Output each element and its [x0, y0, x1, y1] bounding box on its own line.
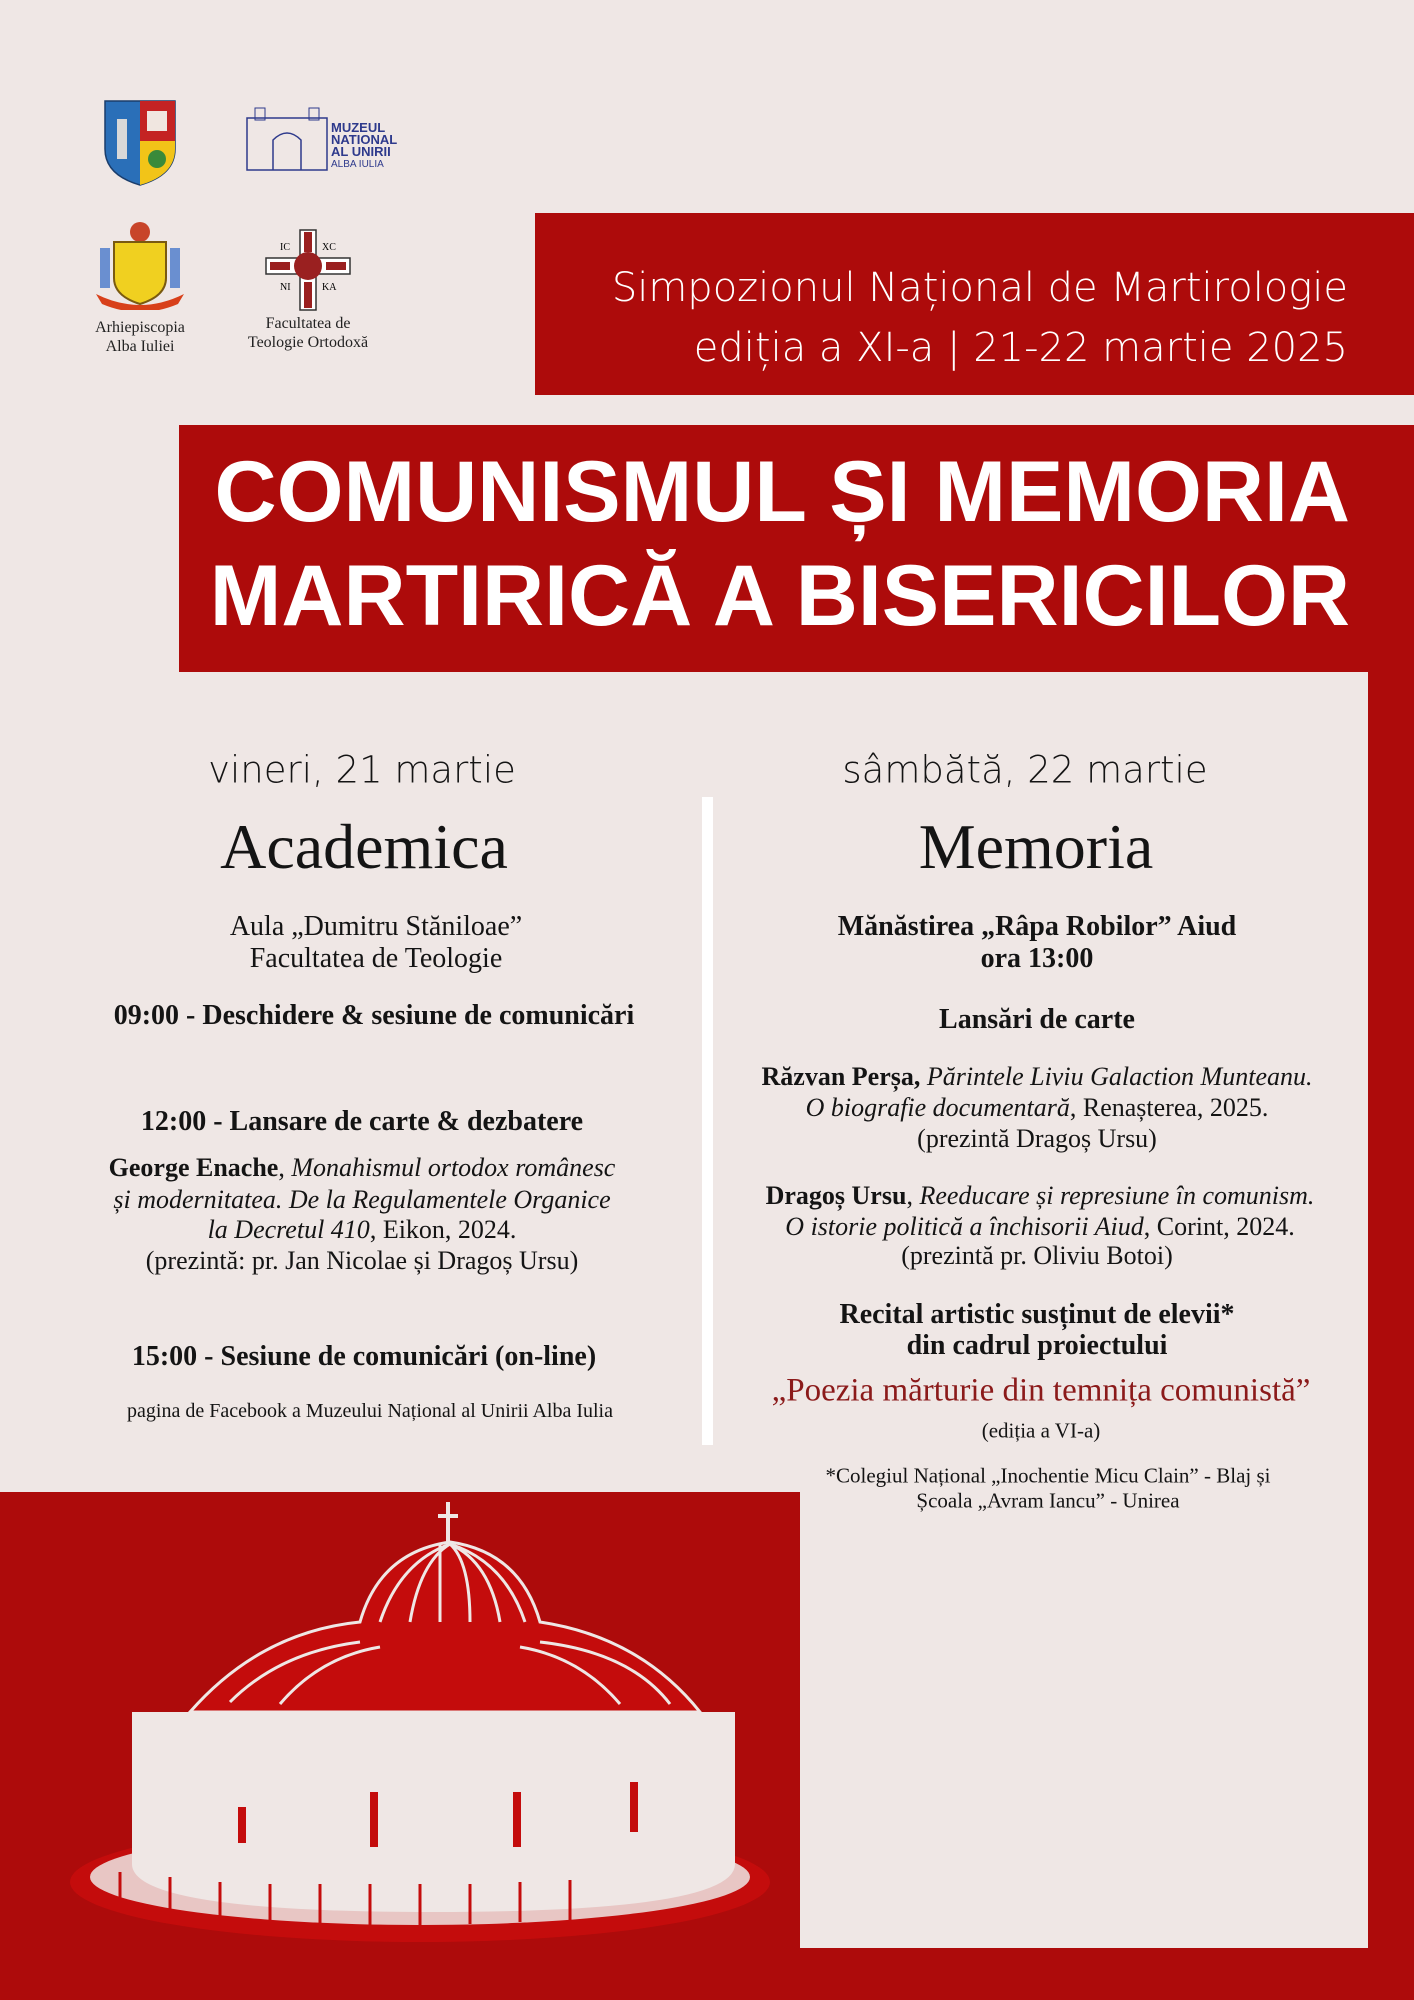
book-title: O istorie politică a închisorii Aiud — [785, 1212, 1144, 1241]
day1-item-1500: 15:00 - Sesiune de comunicări (on-line) — [131, 1341, 597, 1372]
faculty-cross-logo — [264, 228, 352, 312]
book-title: Reeducare și represiune în comunism. — [919, 1181, 1315, 1210]
svg-text:IC: IC — [280, 242, 290, 253]
symposium-name: Simpozionul Național de Martirologie — [611, 265, 1348, 311]
day2-book1-presenters: (prezintă Dragoș Ursu) — [917, 1124, 1157, 1153]
column-divider — [702, 797, 713, 1445]
svg-text:NATIONAL: NATIONAL — [331, 132, 398, 147]
sep: , — [278, 1153, 292, 1182]
day2-venue: Mănăstirea „Râpa Robilor” Aiud — [837, 911, 1237, 942]
main-title — [210, 440, 1350, 648]
day2-book2-line — [785, 1214, 1294, 1240]
day2-recital-context: din cadrul proiectului — [906, 1330, 1168, 1361]
svg-text:AL UNIRII: AL UNIRII — [331, 144, 391, 159]
book-author: George Enache — [108, 1153, 279, 1182]
day1-item-1200: 12:00 - Lansare de carte & dezbatere — [140, 1106, 584, 1137]
svg-text:NI: NI — [280, 282, 291, 293]
book-title: Monahismul ortodox românesc — [291, 1153, 616, 1182]
day1-venue-faculty: Facultatea de Teologie — [249, 943, 503, 974]
book-publisher: , Corint, 2024. — [1143, 1212, 1295, 1241]
svg-text:ALBA IULIA: ALBA IULIA — [331, 159, 384, 170]
day1-venue: Aula „Dumitru Stăniloae” — [229, 911, 523, 942]
svg-text:MUZEUL: MUZEUL — [331, 120, 386, 135]
day1-book-presenters: (prezintă: pr. Jan Nicolae și Dragoș Ursu) — [145, 1246, 579, 1275]
day2-book1-line — [806, 1095, 1269, 1121]
main-title-line: MARTIRICĂ A BISERICILOR — [209, 548, 1350, 644]
day2-name: Memoria — [918, 811, 1154, 882]
svg-text:XC: XC — [322, 242, 336, 253]
caption-line: Teologie Ortodoxă — [247, 334, 369, 352]
day1-book-line — [208, 1217, 517, 1243]
day1-book-line — [109, 1155, 616, 1181]
day1-item-0900: 09:00 - Deschidere & sesiune de comunicări — [113, 1000, 635, 1031]
book-publisher: , Renașterea, 2025. — [1069, 1093, 1269, 1122]
symposium-title — [612, 258, 1348, 378]
book-publisher: , Eikon, 2024. — [369, 1215, 517, 1244]
alba-county-coat-of-arms — [103, 99, 177, 187]
right-frame-strip — [1368, 672, 1414, 2000]
caption-line: Alba Iuliei — [105, 338, 175, 356]
svg-text:KA: KA — [322, 282, 337, 293]
book-author: Răzvan Perșa, — [761, 1062, 921, 1091]
bottom-frame-strip — [800, 1948, 1414, 2000]
day1-date: vineri, 21 martie — [208, 748, 516, 792]
book-title: O biografie documentară — [805, 1093, 1070, 1122]
day2-project-title: „Poezia mărturie din temnița comunistă” — [771, 1372, 1311, 1409]
day2-project-edition: (ediția a VI-a) — [981, 1418, 1101, 1443]
day1-item-1500-note: pagina de Facebook a Muzeului Național al Unirii Alba Iulia — [127, 1400, 613, 1422]
day2-launches-heading: Lansări de carte — [939, 1004, 1135, 1035]
day2-recital: Recital artistic susținut de elevii* — [839, 1299, 1235, 1330]
day2-date: sâmbătă, 22 martie — [842, 748, 1208, 792]
book-title: Părintele Liviu Galaction Munteanu. — [920, 1062, 1313, 1091]
main-title-line: COMUNISMUL ȘI MEMORIA — [214, 444, 1350, 540]
faculty-caption — [228, 314, 388, 352]
archdiocese-caption — [70, 318, 210, 356]
day1-book-line: și modernitatea. De la Regulamentele Organice — [113, 1185, 611, 1214]
day2-book2-presenters: (prezintă pr. Oliviu Botoi) — [901, 1241, 1173, 1270]
book-title: la Decretul 410 — [207, 1215, 370, 1244]
sep: , — [906, 1181, 920, 1210]
day2-footnote: Școala „Avram Iancu” - Unirea — [916, 1488, 1180, 1513]
day2-book1-line — [762, 1064, 1313, 1090]
day2-footnote: *Colegiul Național „Inochentie Micu Clain” - Blaj și — [825, 1463, 1271, 1488]
museum-logo — [243, 100, 398, 175]
church-illustration — [0, 1492, 800, 2000]
symposium-edition-dates: ediția a XI-a | 21-22 martie 2025 — [693, 325, 1348, 371]
caption-line: Facultatea de — [265, 315, 351, 332]
archdiocese-coat-of-arms — [92, 220, 188, 310]
caption-line: Arhiepiscopia — [95, 319, 185, 336]
day2-time: ora 13:00 — [980, 943, 1094, 974]
book-author: Dragoș Ursu — [765, 1181, 907, 1210]
day1-name: Academica — [220, 811, 508, 882]
day2-book2-line — [766, 1183, 1315, 1209]
